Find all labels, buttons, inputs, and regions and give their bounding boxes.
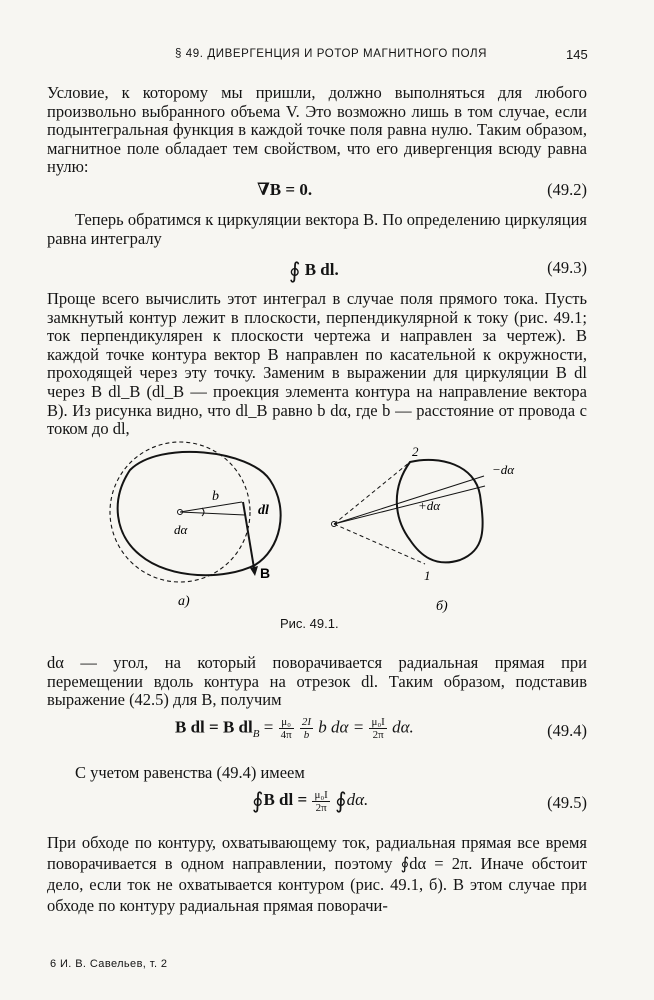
radius-line-a1 bbox=[180, 502, 242, 512]
eq4-frac-3: $\frac{\text{μ₀I}}{2\pi}$ bbox=[371, 716, 385, 741]
label-dl: dl bbox=[258, 503, 269, 518]
running-header bbox=[0, 48, 654, 68]
eq4-equals: = bbox=[259, 717, 278, 737]
header-title: § 49. ДИВЕРГЕНЦИЯ И РОТОР МАГНИТНОГО ПОЛЯ bbox=[175, 48, 488, 60]
eq4-mid: b dα = bbox=[318, 717, 369, 737]
eq4-lhs: B dl = B dl bbox=[175, 717, 253, 737]
eq5-frac: $\frac{\text{μ₀I}}{2\pi}$ bbox=[314, 788, 328, 814]
vector-B-arrow bbox=[243, 502, 254, 568]
equation-49-3-body: B dl. bbox=[304, 260, 339, 279]
subfigure-a-label: а) bbox=[178, 594, 190, 609]
paragraph-5: С учетом равенства (49.4) имеем bbox=[75, 763, 305, 782]
equation-49-2-body: ∇B = 0. bbox=[257, 180, 313, 199]
figure-49-1 bbox=[90, 440, 610, 640]
paragraph-1: Условие, к которому мы пришли, должно выполняться для любого произвольно выбранного объема V. Это возможно лишь в том случае, если подынтегральная функция в каждой точке поля равна нулю. Таким образом, магнитное поле обладает тем свойством, что его дивергенция всюду равна нулю: bbox=[47, 83, 587, 177]
page-number: 145 bbox=[566, 47, 588, 62]
equation-49-2-number: (49.2) bbox=[547, 180, 587, 199]
eq5-rhs: dα. bbox=[346, 790, 369, 809]
equation-49-5-number: (49.5) bbox=[547, 793, 587, 812]
figure-caption: Рис. 49.1. bbox=[280, 616, 339, 631]
ray-b-3 bbox=[334, 476, 484, 524]
paragraph-4: dα — угол, на который поворачивается радиальная прямая при перемещении вдоль контура на отрезок dl. Таким образом, подставив выражение (42.5) для B, получим bbox=[47, 653, 587, 710]
eq4-frac-1: $\frac{\text{μ₀}}{4\pi}$ bbox=[280, 716, 292, 741]
contour-integral-symbol: ∮ bbox=[289, 258, 301, 283]
label-da-a: dα bbox=[174, 522, 188, 537]
figure-drawing bbox=[90, 440, 610, 640]
label-minus-da: −dα bbox=[492, 462, 515, 477]
paragraph-2: Теперь обратимся к циркуляции вектора B. По определению циркуляция равна интегралу bbox=[47, 210, 587, 248]
equation-49-2 bbox=[47, 180, 587, 206]
eq4-end: dα. bbox=[392, 717, 414, 737]
equation-49-3 bbox=[47, 258, 587, 284]
ray-b-2 bbox=[334, 524, 425, 564]
subfigure-b-label: б) bbox=[436, 599, 448, 614]
angle-arc-a bbox=[202, 508, 204, 516]
eq4-frac-2: $\frac{2I}{b}$ bbox=[301, 716, 312, 741]
label-plus-da: +dα bbox=[418, 498, 441, 513]
eq4-sub: B bbox=[252, 727, 260, 740]
equation-49-4 bbox=[47, 716, 587, 752]
page-footer: 6 И. В. Савельев, т. 2 bbox=[50, 958, 168, 970]
paragraph-6: При обходе по контуру, охватывающему ток, радиальная прямая все время поворачивается в одном направлении, поэтому ∮dα = 2π. Иначе обстоит дело, если ток не охватывается контуром (рис. 49.1, б). В этом случае при обходе по контуру радиальная прямая поворачи- bbox=[47, 833, 587, 915]
eq5-lhs: B dl = bbox=[263, 790, 312, 809]
label-point-1: 1 bbox=[424, 568, 431, 583]
label-point-2: 2 bbox=[412, 444, 419, 459]
paragraph-3: Проще всего вычислить этот интеграл в случае поля прямого тока. Пусть замкнутый контур лежит в плоскости, перпендикулярной к току (рис. 49.1; ток перпендикулярен к плоскости чертежа и направлен за чертеж). В каждой точке контура вектор B направлен по касательной к окружности, проходящей через эту точку. Заменим в выражении для циркуляции B dl через B dl_B (dl_B — проекция элемента контура на направление вектора B). Из рисунка видно, что dl_B равно b dα, где b — расстояние от провода с током до dl, bbox=[47, 289, 587, 439]
contour-a bbox=[118, 452, 281, 575]
label-b: b bbox=[212, 489, 219, 504]
equation-49-4-number: (49.4) bbox=[547, 721, 587, 740]
equation-49-5: ∮B dl = $\frac{\text{μ₀I}}{2\pi}$ ∮dα. (49.5) bbox=[252, 788, 587, 814]
label-B: B bbox=[260, 565, 271, 581]
equation-49-3-number: (49.3) bbox=[547, 258, 587, 277]
radius-line-a2 bbox=[180, 512, 245, 515]
